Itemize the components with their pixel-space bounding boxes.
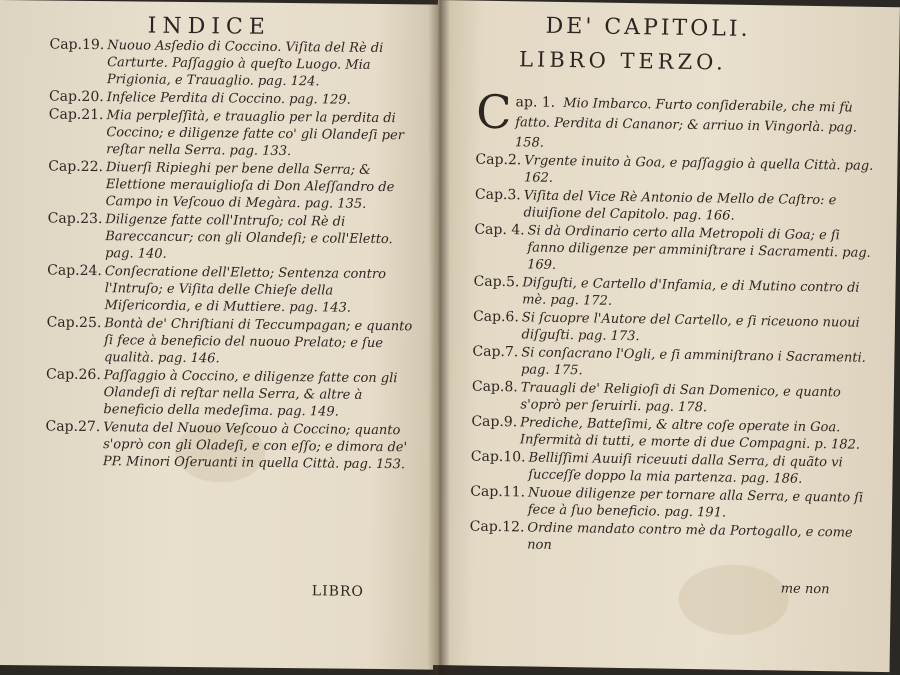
chapter-title: Si ſcuopre l'Autore del Cartello, e ſi riceuono nuoui diſguſti. pag. 173.: [521, 310, 860, 345]
chapter-number: Cap.23.: [47, 210, 103, 228]
left-catchword: LIBRO: [311, 583, 365, 600]
chapter-entry: [48, 107, 419, 162]
chapter-title: Vrgente inuito à Goa, e paſſaggio à quella Città. pag. 162.: [523, 153, 874, 186]
chapter-number: Cap.7.: [472, 343, 519, 361]
chapter-entry: [470, 484, 875, 524]
chapter-title: Diſguſti, e Cartello d'Infamia, e di Mutino contro di mè. pag. 172.: [522, 275, 860, 309]
chapter-entry: [475, 152, 880, 192]
chapter-title: Si dà Ordinario certo alla Metropoli di Goa; e ſi fanno diligenze per amminiſtrare i Sacramenti. pag. 169.: [527, 223, 871, 273]
left-page-header: INDICE: [147, 13, 272, 40]
chapter-entry: [475, 84, 882, 157]
chapter-number: ap. 1.: [515, 94, 556, 111]
chapter-number: Cap.6.: [472, 308, 519, 326]
chapter-number: Cap.8.: [471, 378, 518, 396]
chapter-number: Cap.24.: [47, 262, 103, 280]
chapter-number: Cap.21.: [48, 106, 104, 124]
chapter-title: Mia perpleſſità, e trauaglio per la perdita di Coccino; e diligenze fatte co' gli Olandeſi per reſtar nella Serra. pag. 133.: [106, 108, 405, 160]
chapter-entry: [47, 263, 418, 318]
chapter-title: Venuta del Nuouo Veſcouo à Coccino; quanto s'oprò con gli Oladeſi, e con eſſo; e dimora de' PP. Minori Oſeruanti in quella Città. pag. 153.: [102, 420, 408, 473]
chapter-number: Cap.5.: [473, 273, 520, 291]
right-chapter-list: [469, 84, 881, 560]
chapter-title: Mio Imbarco. Furto conſiderabile, che mi fù fatto. Perdita di Cananor; & arriuo in Vingorlà. pag. 158.: [514, 95, 858, 151]
chapter-title: Conſecratione dell'Eletto; Sentenza contro l'Intruſo; e Viſita delle Chieſe della Miſericordia, e di Muttiere. pag. 143.: [104, 264, 387, 316]
chapter-number: Cap.20.: [48, 88, 104, 106]
paper-stain: [678, 564, 789, 636]
chapter-entry: [473, 309, 878, 349]
chapter-title: Trauagli de' Religioſi di San Domenico, e quanto s'oprò per ſeruirli. pag. 178.: [520, 380, 841, 416]
chapter-title: Bontà de' Chriſtiani di Teccumpagan; e quanto ſi fece à beneficio del nuouo Prelato; e ſue qualità. pag. 146.: [103, 316, 413, 367]
chapter-title: Infelice Perdita di Coccino. pag. 129.: [106, 90, 351, 108]
chapter-title: Belliſſimi Auuiſi riceuuti dalla Serra, di quãto vi ſucceſſe doppo la mia partenza. pag. 186.: [528, 450, 843, 487]
chapter-entry: [46, 367, 417, 422]
left-chapter-list: [45, 37, 420, 475]
chapter-entry: [47, 211, 418, 266]
chapter-title: Diuerſi Ripieghi per bene della Serra; & Elettione merauiglioſa di Don Aleſſandro de Campo in Veſcouo di Megàra. pag. 135.: [105, 160, 395, 212]
right-catchword: me non: [780, 581, 830, 598]
chapter-number: Cap.25.: [46, 314, 102, 332]
chapter-title: Diligenze fatte coll'Intruſo; col Rè di Bareccancur; con gli Olandeſi; e coll'Eletto. pag. 140.: [105, 212, 393, 262]
book-subheader: LIBRO TERZO.: [518, 47, 728, 75]
chapter-number: Cap.19.: [49, 36, 105, 54]
chapter-entry: [473, 274, 878, 314]
chapter-entry: [470, 449, 875, 489]
chapter-number: Cap.12.: [469, 518, 525, 536]
chapter-number: Cap.27.: [45, 418, 101, 436]
chapter-title: Paſſaggio à Coccino, e diligenze fatte con gli Olandeſi di reſtar nella Serra, & altre à beneficio della medeſima. pag. 149.: [103, 368, 398, 420]
chapter-title: Viſita del Vice Rè Antonio de Mello de Caſtro: e diuiſione del Capitolo. pag. 166.: [523, 188, 837, 224]
chapter-title: Nuouo Asſedio di Coccino. Viſita del Rè di Carturte. Paſſaggio à queſto Luogo. Mia Prigionia, e Trauaglio. pag. 124.: [106, 38, 384, 90]
left-page: [0, 0, 440, 670]
drop-cap: C: [475, 84, 512, 140]
chapter-title: Prediche, Batteſimi, & altre coſe operate in Goa. Infermità di tutti, e morte di due Compagni. p. 182.: [519, 415, 861, 453]
chapter-entry: [46, 315, 417, 370]
chapter-entry: [472, 379, 877, 419]
chapter-number: Cap.26.: [45, 366, 101, 384]
chapter-entry: [471, 414, 876, 454]
chapter-entry: [469, 519, 874, 559]
chapter-title: Nuoue diligenze per tornare alla Serra, e quanto ſi fece à ſuo beneficio. pag. 191.: [527, 485, 864, 521]
chapter-entry: [48, 159, 419, 214]
chapter-number: Cap.10.: [470, 448, 526, 466]
chapter-number: Cap.11.: [470, 483, 526, 501]
chapter-number: Cap.22.: [48, 158, 104, 176]
chapter-number: Cap.9.: [471, 413, 518, 431]
chapter-entry: [474, 222, 880, 279]
chapter-entry: [45, 419, 416, 474]
chapter-entry: [475, 187, 880, 227]
right-page-header: DE' CAPITOLI.: [545, 13, 751, 42]
chapter-entry: [472, 344, 877, 384]
chapter-title: Ordine mandato contro mè da Portogallo, e come non: [527, 520, 853, 553]
chapter-number: Cap.2.: [475, 151, 522, 169]
right-page: [428, 0, 900, 672]
chapter-number: Cap.3.: [474, 186, 521, 204]
chapter-title: Si conſacrano l'Ogli, e ſi amminiſtrano i Sacramenti. pag. 175.: [520, 345, 866, 379]
chapter-entry: [49, 37, 420, 92]
chapter-number: Cap. 4.: [474, 221, 525, 239]
